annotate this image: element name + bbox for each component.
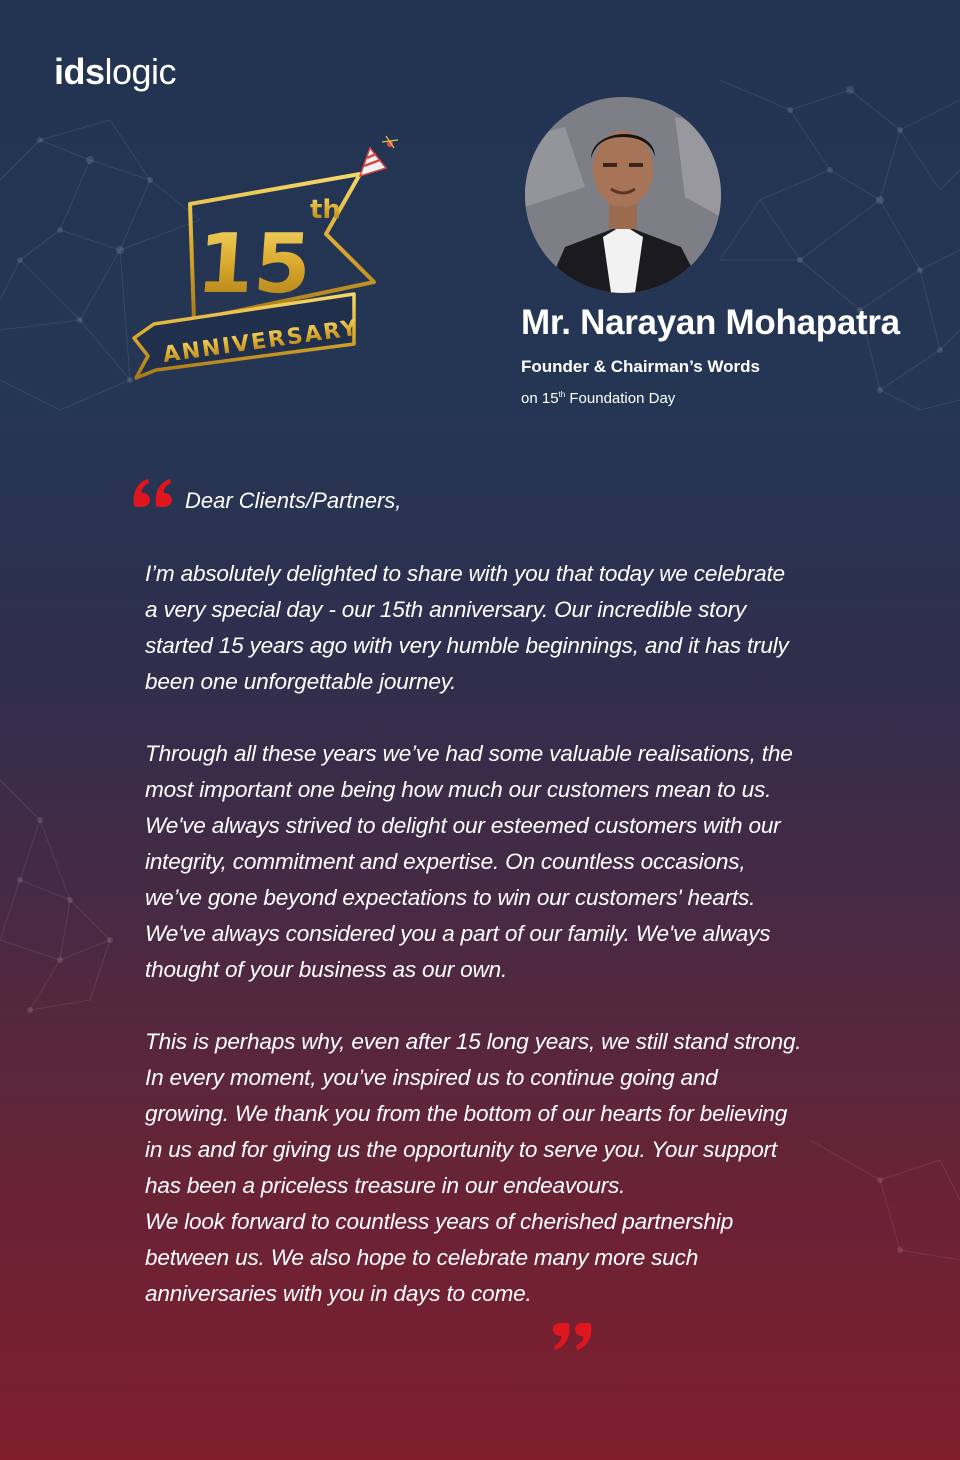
paragraph-1-line-3: started 15 years ago with very humble beginnings, and it has truly xyxy=(145,633,789,658)
idslogic-logo[interactable] xyxy=(54,52,176,92)
paragraph-1-line-2: a very special day - our 15th anniversary. Our incredible story xyxy=(145,597,747,622)
letter-salutation: Dear Clients/Partners, xyxy=(185,488,402,513)
close-quote-icon xyxy=(553,1323,593,1351)
logo-light-part: logic xyxy=(104,51,177,92)
paragraph-4-line-3: anniversaries with you in days to come. xyxy=(145,1281,532,1306)
author-role: Founder & Chairman’s Words xyxy=(521,357,760,376)
paragraph-2-line-3: We've always strived to delight our esteemed customers with our xyxy=(145,813,781,838)
paragraph-2-line-2: most important one being how much our customers mean to us. xyxy=(145,777,772,802)
party-hat-icon xyxy=(360,136,398,176)
paragraph-1-line-4: been one unforgettable journey. xyxy=(145,669,457,694)
occasion-prefix: on 15 xyxy=(521,390,559,407)
occasion-suffix: Foundation Day xyxy=(565,390,676,407)
anniversary-badge xyxy=(128,134,418,394)
paragraph-3-line-4: in us and for giving us the opportunity to serve you. Your support xyxy=(145,1137,777,1162)
paragraph-3-line-5: has been a priceless treasure in our endeavours. xyxy=(145,1173,626,1198)
paragraph-3-line-1: This is perhaps why, even after 15 long years, we still stand strong. xyxy=(145,1029,802,1054)
paragraph-2-line-7: thought of your business as our own. xyxy=(145,957,508,982)
occasion-ordinal: th xyxy=(558,390,566,399)
paragraph-3-line-3: growing. We thank you from the bottom of our hearts for believing xyxy=(145,1101,788,1126)
logo-bold-part: ids xyxy=(54,51,105,92)
occasion-line xyxy=(521,390,675,407)
author-name: Mr. Narayan Mohapatra xyxy=(521,303,900,342)
paragraph-1-line-1: I’m absolutely delighted to share with you that today we celebrate xyxy=(145,561,785,586)
paragraph-4-line-1: We look forward to countless years of cherished partnership xyxy=(145,1209,734,1234)
paragraph-3-line-2: In every moment, you’ve inspired us to continue going and xyxy=(145,1065,718,1090)
paragraph-2-line-4: integrity, commitment and expertise. On countless occasions, xyxy=(145,849,746,874)
open-quote-icon xyxy=(132,478,174,508)
paragraph-2-line-6: We've always considered you a part of our family. We've always xyxy=(145,921,771,946)
paragraph-2-line-1: Through all these years we’ve had some valuable realisations, the xyxy=(145,741,793,766)
badge-number: 15 xyxy=(193,217,315,312)
paragraph-2-line-5: we’ve gone beyond expectations to win our customers' hearts. xyxy=(145,885,756,910)
badge-ribbon-text: ANNIVERSARY xyxy=(161,315,361,368)
badge-suffix: th xyxy=(310,195,341,225)
paragraph-4-line-2: between us. We also hope to celebrate many more such xyxy=(145,1245,699,1270)
letter-body xyxy=(145,556,845,1312)
founder-photo xyxy=(525,97,721,293)
